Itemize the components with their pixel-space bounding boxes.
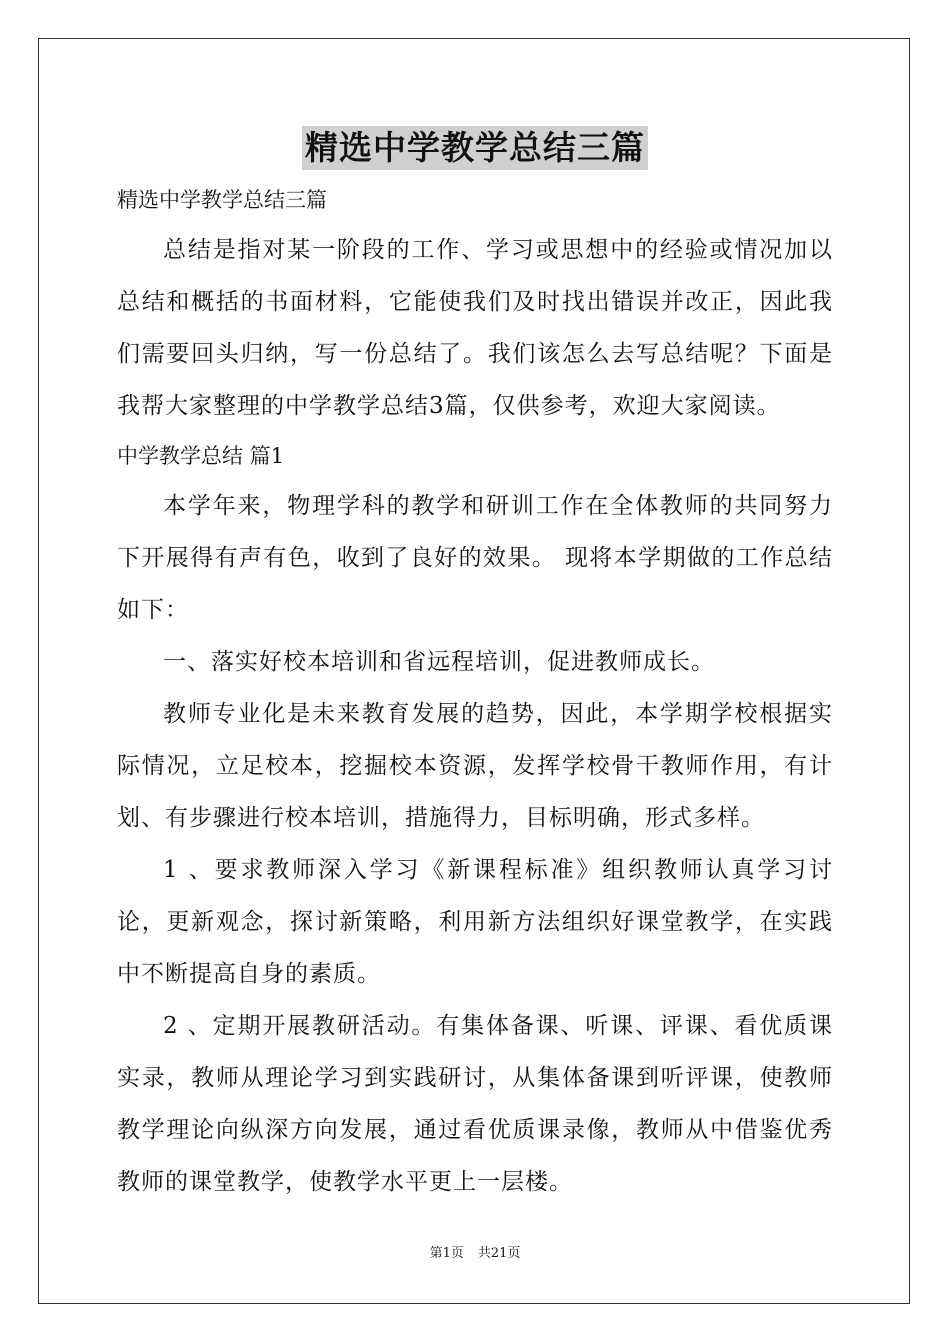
title-area (0, 126, 950, 170)
intro-paragraph: 总结是指对某一阶段的工作、学习或思想中的经验或情况加以总结和概括的书面材料，它能使我们及时找出错误并改正，因此我们需要回头归纳，写一份总结了。我们该怎么去写总结呢？下面是我帮大家整理的中学教学总结3篇，仅供参考，欢迎大家阅读。 (117, 237, 833, 419)
page-number: 第1页 (429, 1246, 464, 1261)
section-heading: 中学教学总结 篇1 (117, 444, 285, 468)
document-subtitle: 精选中学教学总结三篇 (117, 188, 327, 212)
document-title: 精选中学教学总结三篇 (302, 126, 648, 170)
body-paragraph-3: 教师专业化是未来教育发展的趋势，因此，本学期学校根据实际情况，立足校本，挖掘校本资源，发挥学校骨干教师作用，有计划、有步骤进行校本培训，措施得力，目标明确，形式多样。 (117, 701, 833, 831)
body-paragraph-5: 2 、定期开展教研活动。有集体备课、听课、评课、看优质课实录，教师从理论学习到实践研讨，从集体备课到听评课，使教师教学理论向纵深方向发展，通过看优质课录像，教师从中借鉴优秀教师的课堂教学，使教学水平更上一层楼。 (117, 1013, 833, 1195)
page-total: 共21页 (477, 1246, 521, 1261)
page-footer (0, 1245, 950, 1263)
document-body (117, 180, 833, 1208)
body-paragraph-4: 1 、要求教师深入学习《新课程标准》组织教师认真学习讨论，更新观念，探讨新策略，利用新方法组织好课堂教学，在实践中不断提高自身的素质。 (117, 857, 833, 987)
body-paragraph-2: 一、落实好校本培训和省远程培训，促进教师成长。 (163, 649, 715, 675)
body-paragraph-1: 本学年来，物理学科的教学和研训工作在全体教师的共同努力下开展得有声有色，收到了良好的效果。 现将本学期做的工作总结如下： (117, 493, 833, 623)
